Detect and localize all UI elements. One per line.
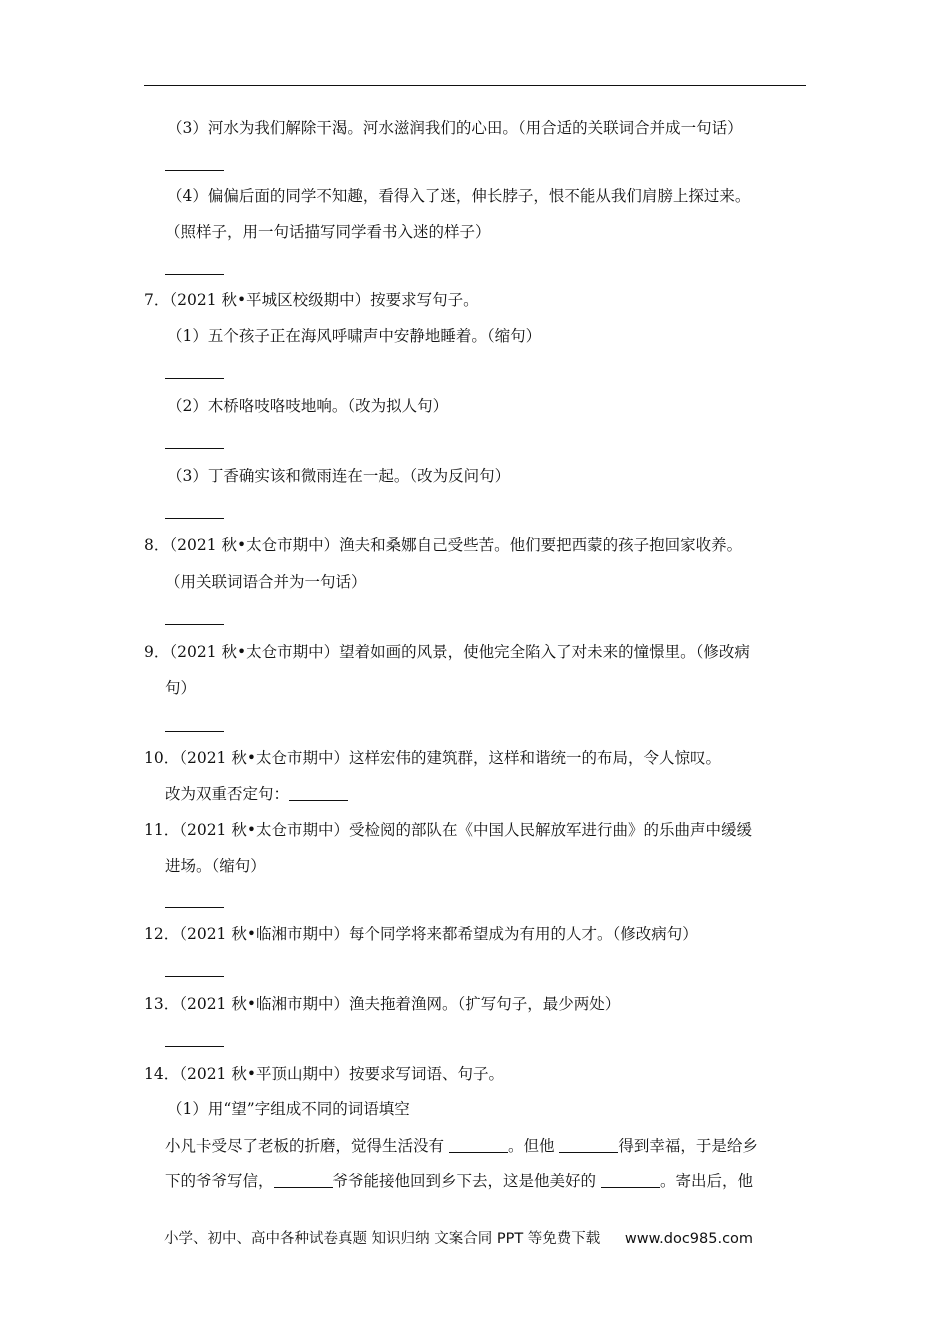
answer-blank[interactable]	[601, 1173, 660, 1188]
answer-blank[interactable]	[165, 518, 224, 519]
answer-blank[interactable]	[165, 170, 224, 171]
question-14-passage-line-2: 下的爷爷写信， 爷爷能接他回到乡下去，这是他美好的 。寄出后，他	[165, 1172, 753, 1190]
footer-link[interactable]: www.doc985.com	[624, 1231, 754, 1247]
header-rule	[144, 85, 806, 86]
question-6-4-instruction: （照样子，用一句话描写同学看书入迷的样子）	[165, 223, 491, 241]
footer-text: 小学、初中、高中各种试卷真题 知识归纳 文案合同 PPT 等免费下载	[164, 1231, 601, 1247]
question-7: 7．（2021 秋•平城区校级期中）按要求写句子。	[144, 291, 479, 309]
answer-blank[interactable]	[165, 976, 224, 977]
question-7-3: （3）丁香确实该和微雨连在一起。（改为反问句）	[167, 467, 511, 485]
question-6-3: （3）河水为我们解除干渴。河水滋润我们的心田。（用合适的关联词合并成一句话）	[167, 119, 743, 137]
question-12: 12．（2021 秋•临湘市期中）每个同学将来都希望成为有用的人才。（修改病句）	[144, 925, 698, 943]
answer-blank[interactable]	[289, 786, 348, 801]
question-7-2: （2）木桥咯吱咯吱地响。（改为拟人句）	[167, 397, 449, 415]
question-13: 13．（2021 秋•临湘市期中）渔夫拖着渔网。（扩写句子，最少两处）	[144, 995, 621, 1013]
question-11-continued: 进场。（缩句）	[165, 857, 266, 875]
question-14-passage-line-1: 小凡卡受尽了老板的折磨，觉得生活没有 。但他 得到幸福，于是给乡	[165, 1137, 758, 1155]
answer-blank[interactable]	[274, 1173, 333, 1188]
question-6-4: （4）偏偏后面的同学不知趣，看得入了迷，伸长脖子，恨不能从我们肩膀上探过来。	[167, 187, 751, 205]
answer-blank[interactable]	[165, 448, 224, 449]
page-footer	[164, 1227, 753, 1248]
question-10-instruction: 改为双重否定句：	[165, 784, 348, 804]
question-9: 9．（2021 秋•太仓市期中）望着如画的风景，使他完全陷入了对未来的憧憬里。（修改病	[144, 643, 750, 661]
question-14-1: （1）用“望”字组成不同的词语填空	[167, 1100, 410, 1118]
question-7-1: （1）五个孩子正在海风呼啸声中安静地睡着。（缩句）	[167, 327, 542, 345]
question-14: 14．（2021 秋•平顶山期中）按要求写词语、句子。	[144, 1065, 504, 1083]
answer-blank[interactable]	[165, 731, 224, 732]
answer-blank[interactable]	[165, 624, 224, 625]
question-8: 8．（2021 秋•太仓市期中）渔夫和桑娜自己受些苦。他们要把西蒙的孩子抱回家收养。	[144, 536, 743, 554]
answer-blank[interactable]	[559, 1138, 618, 1153]
question-10: 10．（2021 秋•太仓市期中）这样宏伟的建筑群，这样和谐统一的布局，令人惊叹。	[144, 749, 721, 767]
answer-blank[interactable]	[165, 274, 224, 275]
question-8-instruction: （用关联词语合并为一句话）	[165, 573, 367, 591]
question-9-continued: 句）	[165, 679, 197, 697]
question-11: 11．（2021 秋•太仓市期中）受检阅的部队在《中国人民解放军进行曲》的乐曲声中缓缓	[144, 821, 752, 839]
answer-blank[interactable]	[165, 1046, 224, 1047]
answer-blank[interactable]	[165, 378, 224, 379]
answer-blank[interactable]	[449, 1138, 508, 1153]
answer-blank[interactable]	[165, 907, 224, 908]
